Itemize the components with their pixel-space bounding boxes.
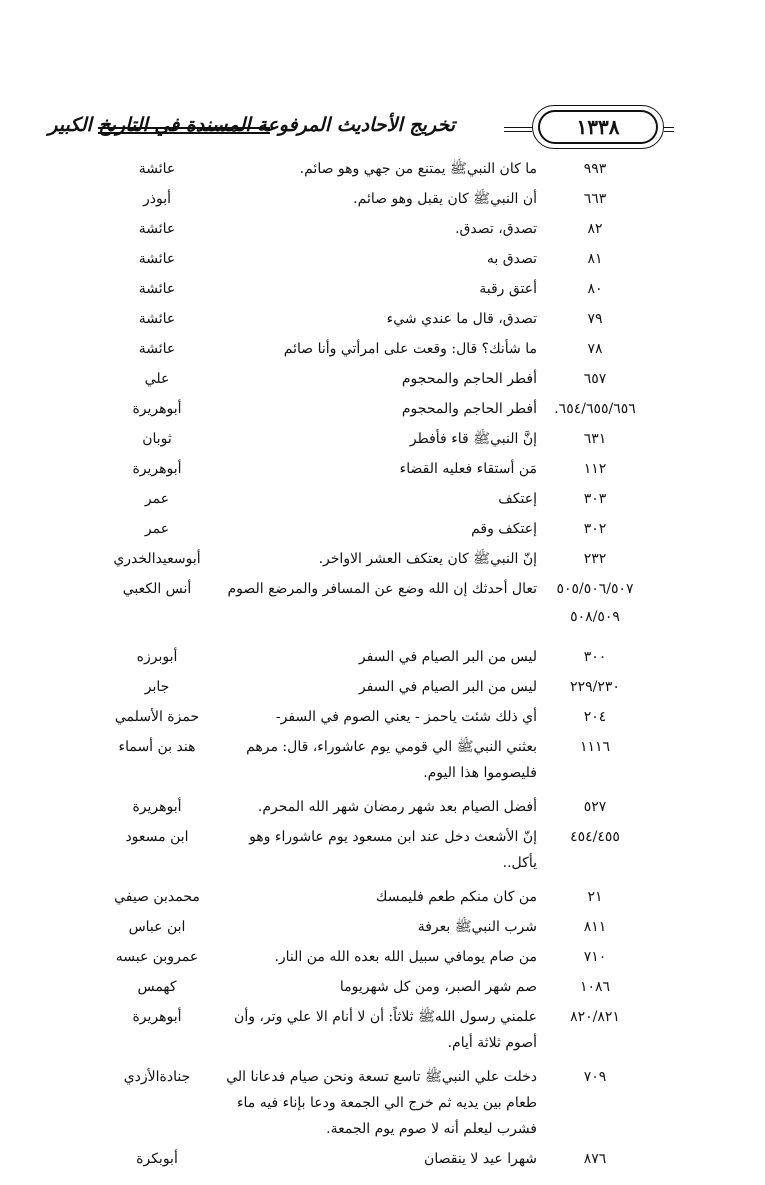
narrator: عائشة [138,281,176,297]
hadith-number: ١١٢ [583,461,607,477]
narrator: كهمس [137,979,177,995]
narrator: أبوهريرة [132,1009,182,1025]
narrator: جنادةالأزدي [123,1069,191,1085]
hadith-text: شهرا عيد لا ينقصان [424,1151,537,1167]
narrator: أبوهريرة [132,461,182,477]
hadith-number: ٥٠٥/٥٠٦/٥٠٧ [556,581,634,597]
narrator: جابر [144,679,170,695]
hadith-number: ٨٧٦ [583,1151,607,1167]
hadith-number: ٦٣١ [583,431,607,447]
hadith-text: تصدق به [486,251,537,267]
hadith-number: ٢٢٩/٢٣٠ [570,679,620,695]
narrator: عمر [144,521,170,537]
hadith-text: أي ذلك شئت ياحمز - يعني الصوم في السفر- [275,709,537,725]
running-title: تخريج الأحاديث المرفوعة المسندة في التاريخ الكبير [48,114,455,136]
narrator: أبوهريرة [132,401,182,417]
narrator: محمدبن صيفي [114,889,200,905]
narrator: أبوسعيدالخدري [113,551,201,567]
hadith-number: ٨٠ [587,281,603,297]
hadith-number: ٢٣٢ [583,551,607,567]
narrator: أنس الكعبي [122,581,192,597]
narrator: أبوهريرة [132,799,182,815]
hadith-text: إعتكف وقم [471,521,537,537]
narrator: حمزة الأسلمي [114,709,200,725]
badge-rule-right [664,127,674,132]
hadith-number: ٦٦٣ [583,191,607,207]
hadith-number: ٥٢٧ [583,799,607,815]
narrator: ابن عباس [128,919,186,935]
narrator: عائشة [138,221,176,237]
narrator: عمروبن عبسه [115,949,199,965]
hadith-text: أن النبيﷺ كان يقبل وهو صائم. [353,191,537,207]
hadith-text: بعثني النبيﷺ الي قومي يوم عاشوراء، قال: مرهم فليصوموا هذا اليوم. [246,739,537,781]
hadith-number: ٨٢ [587,221,603,237]
hadith-number: ٣٠٣ [583,491,607,507]
hadith-text: من صام يومافي سبيل الله بعده الله من النار. [274,949,537,965]
hadith-text: أعتق رقبة [479,281,537,297]
hadith-number: ٣٠٢ [583,521,607,537]
hadith-number: ٢٠٤ [583,709,607,725]
hadith-number: ٤٥٤/٤٥٥ [570,829,620,845]
hadith-text: إنّ النبيﷺ كان يعتكف العشر الاواخر. [318,551,537,567]
hadith-number: ٨٢٠/٨٢١ [570,1009,620,1025]
hadith-text: علمني رسول اللهﷺ ثلاثاً: أن لا أنام الا علي وتر، وأن أصوم ثلاثة أيام. [234,1009,537,1051]
narrator: أبوبكرة [136,1151,178,1167]
narrator: ثوبان [142,431,172,447]
page-number: ١٣٣٨ [538,110,658,144]
narrator: عمر [144,491,170,507]
hadith-text: ليس من البر الصيام في السفر [358,649,537,665]
narrator: أبوذر [142,191,171,207]
hadith-text: تصدق، قال ما عندي شيء [386,311,537,327]
hadith-number: ١٠٨٦ [579,979,611,995]
hadith-number: ٧٨ [587,341,603,357]
hadith-number: ٩٩٣ [583,161,607,177]
narrator: ابن مسعود [125,829,189,845]
hadith-text: تصدق، تصدق. [455,221,537,237]
hadith-text: أفطر الحاجم والمحجوم [401,401,537,417]
hadith-text: صم شهر الصبر، ومن كل شهريوما [339,979,537,995]
hadith-number: ٨١ [587,251,603,267]
hadith-text: شرب النبيﷺ بعرفة [417,919,537,935]
narrator: عائشة [138,251,176,267]
narrator: أبوبرزه [136,649,178,665]
narrator: هند بن أسماء [118,739,196,755]
hadith-number: ٨١١ [583,919,607,935]
narrator: عائشة [138,161,176,177]
hadith-text: دخلت علي النبيﷺ تاسع تسعة ونحن صيام فدعانا الي طعام بين يديه ثم خرج الي الجمعة ودعا بإناء فيه ماء فشرب ليعلم أنه لا صوم يوم الجمعة. [226,1069,537,1137]
hadith-text: ما كان النبيﷺ يمتنع من جهي وهو صائم. [299,161,537,177]
narrator: عائشة [138,341,176,357]
hadith-text: ليس من البر الصيام في السفر [358,679,537,695]
hadith-text: إعتكف [498,491,537,507]
hadith-number: ١١١٦ [579,739,611,755]
hadith-number: ٦٥٤/٦٥٥/٦٥٦. [554,401,636,417]
hadith-number: ٦٥٧ [583,371,607,387]
hadith-text: إنّ الأشعث دخل عند ابن مسعود يوم عاشوراء وهو يأكل.. [249,829,537,871]
narrator: عائشة [138,311,176,327]
hadith-number: ٧٩ [587,311,603,327]
narrator: علي [144,371,170,387]
hadith-text: أفطر الحاجم والمحجوم [401,371,537,387]
hadith-number: ٢١ [587,889,603,905]
hadith-number: ٧١٠ [583,949,607,965]
hadith-text: ما شأنك؟ قال: وقعت على امرأتي وأنا صائم [283,341,537,357]
page-header [48,108,673,152]
hadith-text: إنَّ النبيﷺ قاء فأفطر [409,431,537,447]
hadith-text: أفضل الصيام بعد شهر رمضان شهر الله المحرم. [257,799,537,815]
hadith-text: مَن أستقاء فعليه القضاء [399,461,537,477]
hadith-number: ٣٠٠ [583,649,607,665]
badge-rule-left [504,127,532,132]
hadith-text: من كان منكم طعم فليمسك [375,889,537,905]
hadith-number: ٧٠٩ [583,1069,607,1085]
hadith-number: ٥٠٨/٥٠٩ [570,609,620,625]
hadith-text: تعال أحدثك إن الله وضع عن المسافر والمرضع الصوم [227,581,537,597]
